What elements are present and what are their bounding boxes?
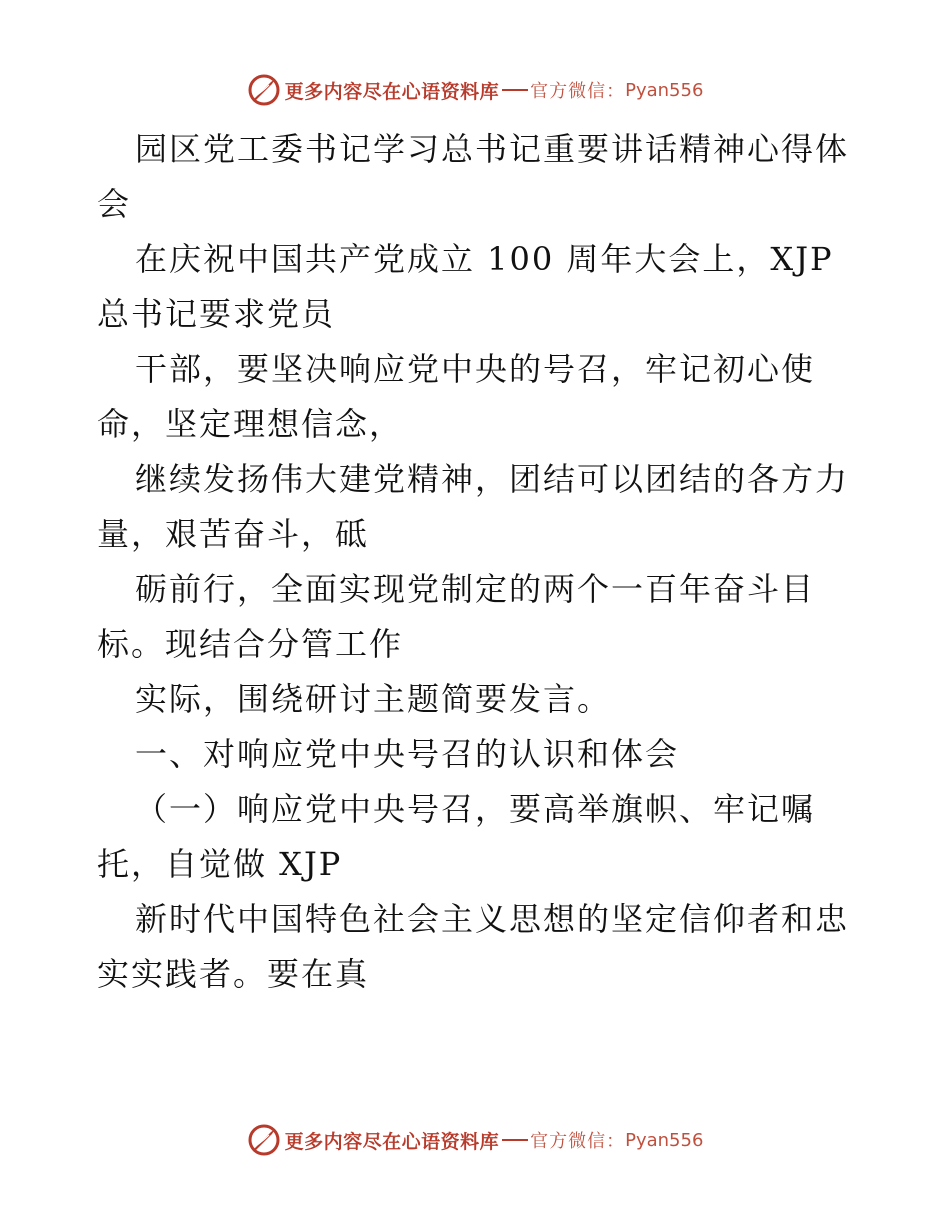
paragraph: 干部，要坚决响应党中央的号召，牢记初心使命，坚定理想信念，	[97, 350, 816, 443]
header-watermark-banner	[0, 70, 950, 110]
subsection-heading: （一）响应党中央号召，要高举旗帜、牢记嘱托，自觉做 XJP	[97, 790, 816, 883]
document-body	[97, 122, 867, 1002]
banner-slogan: 更多内容尽在心语资料库	[284, 1130, 500, 1153]
banner-dash	[502, 1139, 528, 1141]
banner-official-label: 官方微信：	[530, 81, 626, 102]
banner-wechat-id: Pyan556	[625, 1129, 704, 1151]
quill-logo-icon	[247, 1123, 281, 1157]
paragraph: 砺前行，全面实现党制定的两个一百年奋斗目标。现结合分管工作	[97, 570, 816, 663]
paragraph: 新时代中国特色社会主义思想的坚定信仰者和忠实实践者。要在真	[97, 900, 850, 993]
quill-logo-icon	[247, 73, 281, 107]
banner-dash	[502, 89, 528, 91]
paragraph: 继续发扬伟大建党精神，团结可以团结的各方力量，艰苦奋斗，砥	[97, 460, 850, 553]
banner-official-label: 官方微信：	[530, 1131, 626, 1152]
document-title: 园区党工委书记学习总书记重要讲话精神心得体会	[97, 130, 850, 223]
section-heading: 一、对响应党中央号召的认识和体会	[135, 735, 680, 773]
banner-slogan: 更多内容尽在心语资料库	[284, 80, 500, 103]
paragraph: 在庆祝中国共产党成立 100 周年大会上，XJP 总书记要求党员	[97, 240, 834, 333]
footer-watermark-banner	[0, 1120, 950, 1160]
banner-wechat-id: Pyan556	[625, 79, 704, 101]
paragraph: 实际，围绕研讨主题简要发言。	[135, 680, 612, 718]
